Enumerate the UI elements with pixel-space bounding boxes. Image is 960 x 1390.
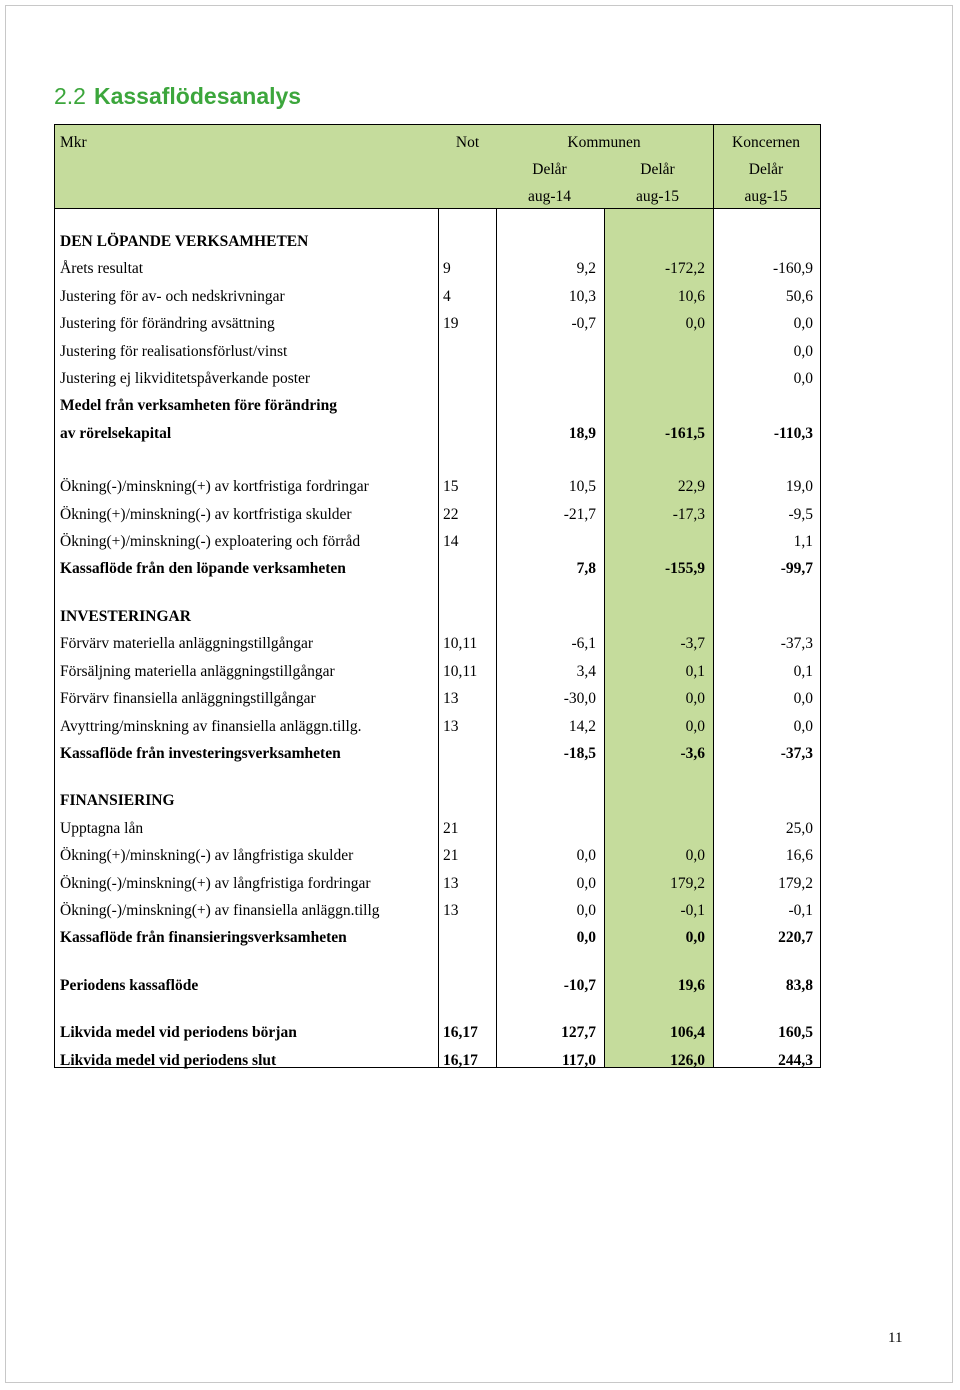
row-koncernen-aug15: -37,3 xyxy=(780,744,813,762)
divider-k14 xyxy=(496,208,497,1067)
row-label: Ökning(-)/minskning(+) av långfristiga fordringar xyxy=(60,874,371,892)
row-kommunen-aug14: -21,7 xyxy=(563,505,596,523)
row-not: 13 xyxy=(443,690,459,708)
page-number: 11 xyxy=(888,1330,903,1346)
row-kommunen-aug15: 22,9 xyxy=(677,478,705,496)
row-koncernen-aug15: -110,3 xyxy=(773,424,813,442)
row-label: Kassaflöde från den löpande verksamheten xyxy=(60,560,346,578)
row-not: 13 xyxy=(443,717,459,735)
row-label: Ökning(+)/minskning(-) av långfristiga skulder xyxy=(60,847,354,865)
row-kommunen-aug14: 117,0 xyxy=(561,1051,596,1069)
row-label: Likvida medel vid periodens början xyxy=(60,1024,297,1042)
row-kommunen-aug15: -3,7 xyxy=(680,635,705,653)
row-label: Ökning(+)/minskning(-) av kortfristiga skulder xyxy=(60,505,352,523)
row-koncernen-aug15: -9,5 xyxy=(788,505,813,523)
row-label: Upptagna lån xyxy=(60,819,144,837)
row-kommunen-aug15: 179,2 xyxy=(670,874,705,892)
row-label: Årets resultat xyxy=(60,260,144,278)
row-not: 22 xyxy=(443,505,459,523)
divider-not xyxy=(438,208,439,1067)
row-kommunen-aug15: 106,4 xyxy=(670,1024,705,1042)
row-label: INVESTERINGAR xyxy=(60,607,191,625)
header-delar-k15: Delår xyxy=(640,161,675,178)
row-kommunen-aug14: 127,7 xyxy=(561,1024,596,1042)
row-koncernen-aug15: 83,8 xyxy=(785,976,813,994)
row-koncernen-aug15: 16,6 xyxy=(785,847,813,865)
row-kommunen-aug14: 7,8 xyxy=(576,560,596,578)
row-koncernen-aug15: 0,0 xyxy=(793,717,813,735)
row-kommunen-aug14: 14,2 xyxy=(568,717,596,735)
row-label: Justering ej likviditetspåverkande poster xyxy=(60,370,311,388)
divider-koncernen xyxy=(713,124,714,1067)
header-period-k14: aug-14 xyxy=(527,188,572,205)
section-title: Kassaflödesanalys xyxy=(93,83,302,109)
row-kommunen-aug14: -18,5 xyxy=(563,744,596,762)
row-not: 10,11 xyxy=(443,662,478,680)
row-koncernen-aug15: -37,3 xyxy=(780,635,813,653)
row-kommunen-aug15: -172,2 xyxy=(664,260,705,278)
row-koncernen-aug15: -0,1 xyxy=(788,901,813,919)
row-koncernen-aug15: 0,0 xyxy=(793,690,813,708)
row-koncernen-aug15: -99,7 xyxy=(780,560,813,578)
row-kommunen-aug15: 0,0 xyxy=(685,717,705,735)
header-mkr: Mkr xyxy=(60,134,87,151)
row-koncernen-aug15: 160,5 xyxy=(778,1024,813,1042)
row-koncernen-aug15: 0,0 xyxy=(793,342,813,360)
row-koncernen-aug15: 220,7 xyxy=(778,929,813,947)
row-label: Justering för av- och nedskrivningar xyxy=(60,287,285,305)
row-koncernen-aug15: 244,3 xyxy=(778,1051,813,1069)
row-koncernen-aug15: 25,0 xyxy=(785,819,813,837)
row-koncernen-aug15: 0,1 xyxy=(793,662,813,680)
row-koncernen-aug15: -160,9 xyxy=(772,260,813,278)
row-kommunen-aug15: -17,3 xyxy=(672,505,705,523)
row-not: 14 xyxy=(443,533,459,551)
row-kommunen-aug14: 3,4 xyxy=(576,662,596,680)
row-label: Ökning(+)/minskning(-) exploatering och förråd xyxy=(60,533,361,551)
row-kommunen-aug14: -30,0 xyxy=(563,690,596,708)
row-kommunen-aug14: 9,2 xyxy=(576,260,596,278)
row-label: Justering för förändring avsättning xyxy=(60,315,275,333)
row-kommunen-aug14: -0,7 xyxy=(571,315,596,333)
row-label: Avyttring/minskning av finansiella anläggn.tillg. xyxy=(60,717,362,735)
row-kommunen-aug15: 0,0 xyxy=(685,847,705,865)
row-kommunen-aug15: 0,0 xyxy=(685,315,705,333)
row-label: DEN LÖPANDE VERKSAMHETEN xyxy=(60,233,309,250)
row-koncernen-aug15: 19,0 xyxy=(785,478,813,496)
row-kommunen-aug15: -3,6 xyxy=(680,744,705,762)
row-kommunen-aug15: 126,0 xyxy=(670,1051,705,1069)
row-label: Försäljning materiella anläggningstillgångar xyxy=(60,662,335,680)
row-kommunen-aug15: 0,0 xyxy=(685,690,705,708)
row-kommunen-aug14: 0,0 xyxy=(576,901,596,919)
row-kommunen-aug14: 0,0 xyxy=(576,929,596,947)
row-koncernen-aug15: 0,0 xyxy=(793,315,813,333)
divider-k15 xyxy=(604,208,605,1067)
row-not: 15 xyxy=(443,478,459,496)
header-koncernen: Koncernen xyxy=(732,134,800,151)
row-not: 21 xyxy=(443,819,459,837)
row-not: 13 xyxy=(443,901,459,919)
row-koncernen-aug15: 0,0 xyxy=(793,370,813,388)
row-not: 9 xyxy=(443,260,451,278)
row-label: Förvärv finansiella anläggningstillgångar xyxy=(60,690,316,708)
row-kommunen-aug15: -155,9 xyxy=(664,560,705,578)
row-not: 19 xyxy=(443,315,459,333)
row-not: 13 xyxy=(443,874,459,892)
row-kommunen-aug15: 0,0 xyxy=(685,929,705,947)
row-kommunen-aug14: 10,3 xyxy=(568,287,596,305)
section-number: 2.2 xyxy=(54,83,86,109)
header-period-k15: aug-15 xyxy=(635,188,680,205)
row-koncernen-aug15: 179,2 xyxy=(778,874,813,892)
row-label: Kassaflöde från finansieringsverksamheten xyxy=(60,929,347,947)
row-kommunen-aug14: 0,0 xyxy=(576,847,596,865)
row-label: Kassaflöde från investeringsverksamheten xyxy=(60,744,341,762)
row-kommunen-aug14: -6,1 xyxy=(571,635,596,653)
row-label: FINANSIERING xyxy=(60,792,175,810)
header-delar-k14: Delår xyxy=(532,161,567,178)
row-label: Justering för realisationsförlust/vinst xyxy=(60,342,288,360)
row-kommunen-aug14: 10,5 xyxy=(568,478,596,496)
row-label: Medel från verksamheten före förändring xyxy=(60,397,337,415)
row-not: 16,17 xyxy=(443,1051,478,1069)
row-label: Förvärv materiella anläggningstillgångar xyxy=(60,635,314,653)
row-kommunen-aug15: -161,5 xyxy=(664,424,705,442)
row-kommunen-aug14: -10,7 xyxy=(563,976,596,994)
row-label: av rörelsekapital xyxy=(60,424,172,442)
header-kommunen: Kommunen xyxy=(567,134,641,151)
row-koncernen-aug15: 1,1 xyxy=(793,533,813,551)
row-kommunen-aug15: 0,1 xyxy=(685,662,705,680)
row-not: 21 xyxy=(443,847,459,865)
row-kommunen-aug15: 10,6 xyxy=(677,287,705,305)
header-not: Not xyxy=(455,134,480,151)
row-kommunen-aug14: 0,0 xyxy=(576,874,596,892)
row-koncernen-aug15: 50,6 xyxy=(785,287,813,305)
row-label: Ökning(-)/minskning(+) av finansiella anläggn.tillg xyxy=(60,901,380,919)
row-label: Likvida medel vid periodens slut xyxy=(60,1051,277,1069)
row-label: Periodens kassaflöde xyxy=(60,976,199,994)
row-not: 16,17 xyxy=(443,1024,478,1042)
row-not: 10,11 xyxy=(443,635,478,653)
row-label: Ökning(-)/minskning(+) av kortfristiga fordringar xyxy=(60,478,369,496)
header-delar-kc15: Delår xyxy=(748,161,784,178)
section-heading xyxy=(54,83,301,110)
row-kommunen-aug14: 18,9 xyxy=(568,424,596,442)
header-period-kc15: aug-15 xyxy=(744,188,788,205)
row-kommunen-aug15: -0,1 xyxy=(680,901,705,919)
row-kommunen-aug15: 19,6 xyxy=(677,976,705,994)
row-not: 4 xyxy=(443,287,451,305)
